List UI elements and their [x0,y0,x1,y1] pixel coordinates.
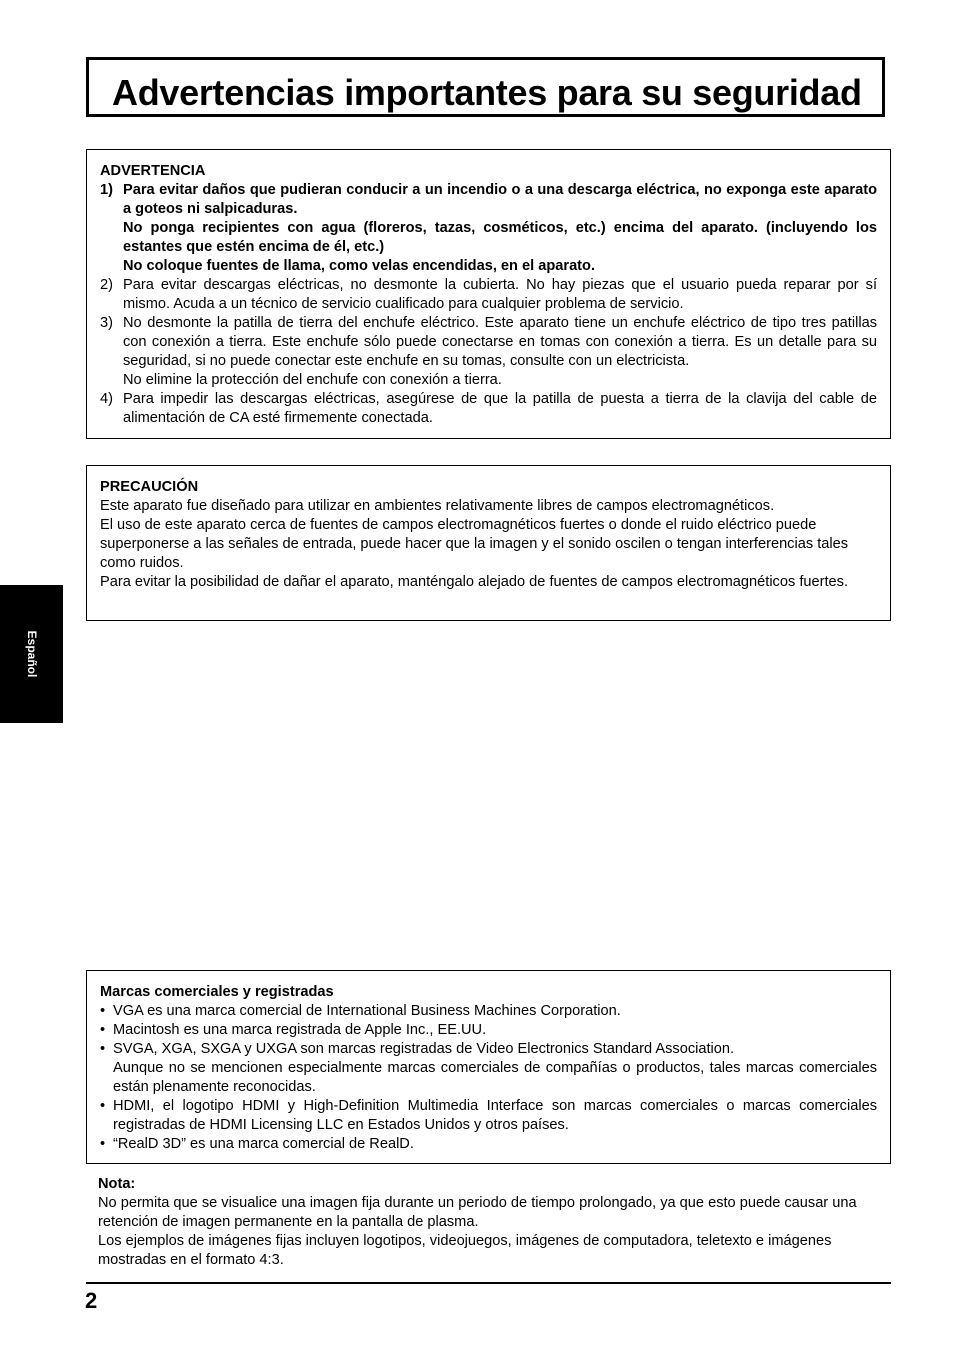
page-number: 2 [85,1288,98,1313]
warning-item-number: 2) [100,277,113,293]
page-title: Advertencias importantes para su seguridad [112,72,862,113]
trademark-text: HDMI, el logotipo HDMI y High-Definition Multimedia Interface son marcas comerciales o marcas comerciales registradas de HDMI Licensing LLC en Estados Unidos y otros países. [113,1098,877,1133]
list-item [100,1097,877,1135]
list-item [100,1002,877,1021]
warning-item-number: 3) [100,315,113,331]
footer-rule [86,1282,891,1284]
warning-list [100,181,877,428]
bullet: • [100,1022,106,1038]
warning-item-3 [100,314,877,390]
warning-item-text: No coloque fuentes de llama, como velas encendidas, en el aparato. [123,258,596,274]
language-side-tab [0,585,63,723]
warning-item-text: Para evitar descargas eléctricas, no desmonte la cubierta. No hay piezas que el usuario pueda reparar por sí mismo. Acuda a un técnico de servicio cualificado para cualquier problema de servicio. [123,277,877,312]
caution-paragraph: Para evitar la posibilidad de dañar el aparato, manténgalo alejado de fuentes de campos electromagnéticos fuertes. [100,574,848,590]
note-paragraph: No permita que se visualice una imagen fija durante un periodo de tiempo prolongado, ya que esto puede causar una retención de imagen permanente en la pantalla de plasma. [98,1195,857,1230]
list-item [100,1021,877,1040]
bullet: • [100,1003,106,1019]
caution-box [86,465,891,621]
warning-heading: ADVERTENCIA [100,163,206,179]
title-box [86,57,885,117]
bullet: • [100,1136,106,1152]
list-item [100,1135,877,1154]
language-label: Español [25,630,39,678]
note-heading: Nota: [98,1176,136,1192]
caution-paragraph: Este aparato fue diseñado para utilizar en ambientes relativamente libres de campos electromagnéticos. [100,498,775,514]
warning-item-text: Para impedir las descargas eléctricas, asegúrese de que la patilla de puesta a tierra de la clavija del cable de alimentación de CA esté firmemente conectada. [123,391,877,426]
trademarks-heading: Marcas comerciales y registradas [100,984,334,1000]
bullet: • [100,1098,106,1114]
trademark-text: Macintosh es una marca registrada de Apple Inc., EE.UU. [113,1022,487,1038]
bullet: • [100,1041,106,1057]
warning-item-4 [100,390,877,428]
trademark-text: Aunque no se mencionen especialmente marcas comerciales de compañías o productos, tales marcas comerciales están plenamente reconocidas. [113,1060,877,1095]
trademark-text: “RealD 3D” es una marca comercial de RealD. [113,1136,414,1152]
caution-heading: PRECAUCIÓN [100,479,199,495]
warning-item-text: No desmonte la patilla de tierra del enchufe eléctrico. Este aparato tiene un enchufe eléctrico de tipo tres patillas con conexión a tierra. Este enchufe sólo puede conectarse en tomas con conexión a tierra. Es un detalle para su seguridad, si no puede conectar este enchufe en su tomas, consulte con un electricista. [123,315,877,369]
caution-paragraph: El uso de este aparato cerca de fuentes de campos electromagnéticos fuertes o donde el ruido eléctrico puede superponerse a las señales de entrada, puede hacer que la imagen y el sonido oscilen o tengan interferencias tales como ruidos. [100,517,849,571]
trademarks-list [100,1002,877,1154]
list-item [100,1040,877,1097]
trademark-text: VGA es una marca comercial de International Business Machines Corporation. [113,1003,621,1019]
trademarks-box [86,970,891,1164]
warning-item-text: No elimine la protección del enchufe con conexión a tierra. [123,372,502,388]
note-section [98,1175,879,1270]
warning-item-2 [100,276,877,314]
warning-item-1 [100,181,877,276]
warning-item-text: No ponga recipientes con agua (floreros, tazas, cosméticos, etc.) encima del aparato. (incluyendo los estantes que estén encima de él, etc.) [123,220,877,255]
warning-item-text: Para evitar daños que pudieran conducir a un incendio o a una descarga eléctrica, no exponga este aparato a goteos ni salpicaduras. [123,182,877,217]
warning-item-number: 4) [100,391,113,407]
note-paragraph: Los ejemplos de imágenes fijas incluyen logotipos, videojuegos, imágenes de computadora, teletexto e imágenes mostradas en el formato 4:3. [98,1233,832,1268]
trademark-text: SVGA, XGA, SXGA y UXGA son marcas registradas de Video Electronics Standard Association. [113,1041,735,1057]
warning-item-number: 1) [100,182,113,198]
warning-box [86,149,891,439]
